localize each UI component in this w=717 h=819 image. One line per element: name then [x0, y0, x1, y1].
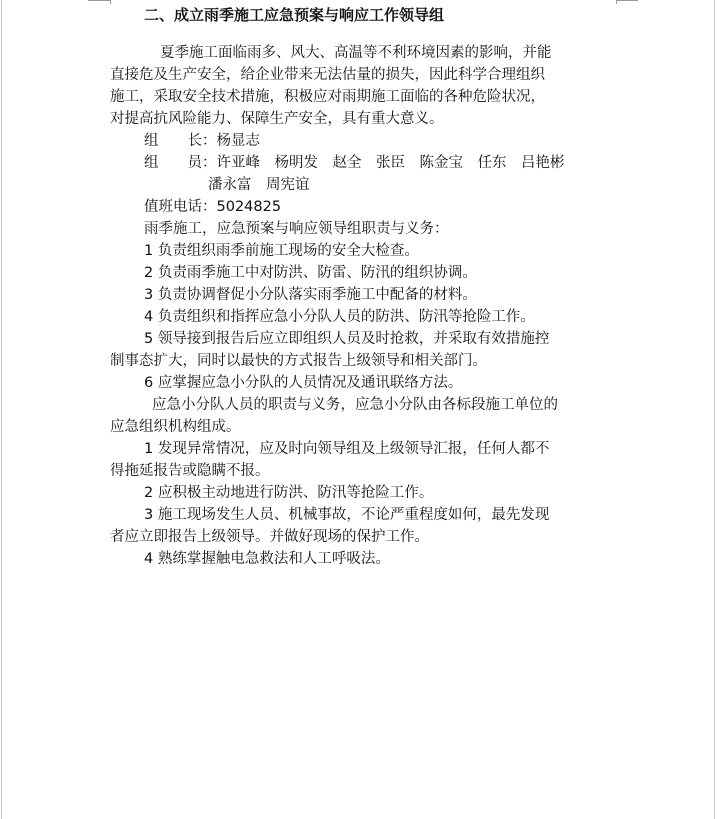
team-duty-item: 1 发现异常情况，应及时向领导组及上级领导汇报，任何人都不: [144, 441, 550, 457]
intro-paragraph-line: 施工，采取安全技术措施，积极应对雨期施工面临的各种危险状况，: [110, 89, 545, 105]
duty-item: 1 负责组织雨季前施工现场的安全大检查。: [144, 243, 419, 259]
duty-item: 4 负责组织和指挥应急小分队人员的防洪、防汛等抢险工作。: [144, 309, 535, 325]
duty-item: 6 应掌握应急小分队的人员情况及通讯联络方法。: [144, 375, 463, 391]
team-duty-item: 2 应积极主动地进行防洪、防汛等抢险工作。: [144, 485, 434, 501]
crop-mark-top-right: [616, 0, 638, 1]
team-duty-item-continued: 者应立即报告上级领导。并做好现场的保护工作。: [110, 529, 429, 545]
leader-line: 组 长：杨显志: [144, 133, 260, 149]
intro-paragraph-line: 对提高抗风险能力、保障生产安全，具有重大意义。: [110, 111, 444, 127]
members-line-continued: 潘永富 周宪谊: [208, 177, 310, 193]
team-section-line: 应急小分队人员的职责与义务，应急小分队由各标段施工单位的: [152, 397, 558, 413]
document-body[interactable]: [110, 2, 618, 570]
team-duty-item: 4 熟练掌握触电急救法和人工呼吸法。: [144, 551, 390, 567]
team-duty-item-continued: 得拖延报告或隐瞒不报。: [110, 463, 270, 479]
duties-heading: 雨季施工，应急预案与响应领导组职责与义务：: [144, 221, 449, 237]
duty-phone-line: 值班电话：5024825: [144, 199, 282, 215]
page-right-edge: [714, 0, 715, 819]
duty-item-continued: 制事态扩大，同时以最快的方式报告上级领导和相关部门。: [110, 353, 487, 369]
duty-item: 2 负责雨季施工中对防洪、防雷、防汛的组织协调。: [144, 265, 477, 281]
intro-paragraph-line: 直接危及生产安全，给企业带来无法估量的损失，因此科学合理组织: [110, 67, 545, 83]
duty-item: 5 领导接到报告后应立即组织人员及时抢救，并采取有效措施控: [144, 331, 550, 347]
page-left-edge: [1, 0, 2, 819]
team-duty-item: 3 施工现场发生人员、机械事故，不论严重程度如何，最先发现: [144, 507, 550, 523]
crop-mark-top-left: [88, 0, 110, 1]
intro-paragraph-line: 夏季施工面临雨多、风大、高温等不利环境因素的影响，并能: [160, 45, 552, 61]
duty-item: 3 负责协调督促小分队落实雨季施工中配备的材料。: [144, 287, 477, 303]
team-section-line: 应急组织机构组成。: [110, 419, 241, 435]
members-line: 组 员：许亚峰 杨明发 赵全 张臣 陈金宝 任东 吕艳彬: [144, 155, 565, 171]
section-heading: 二、成立雨季施工应急预案与响应工作领导组: [144, 6, 445, 24]
